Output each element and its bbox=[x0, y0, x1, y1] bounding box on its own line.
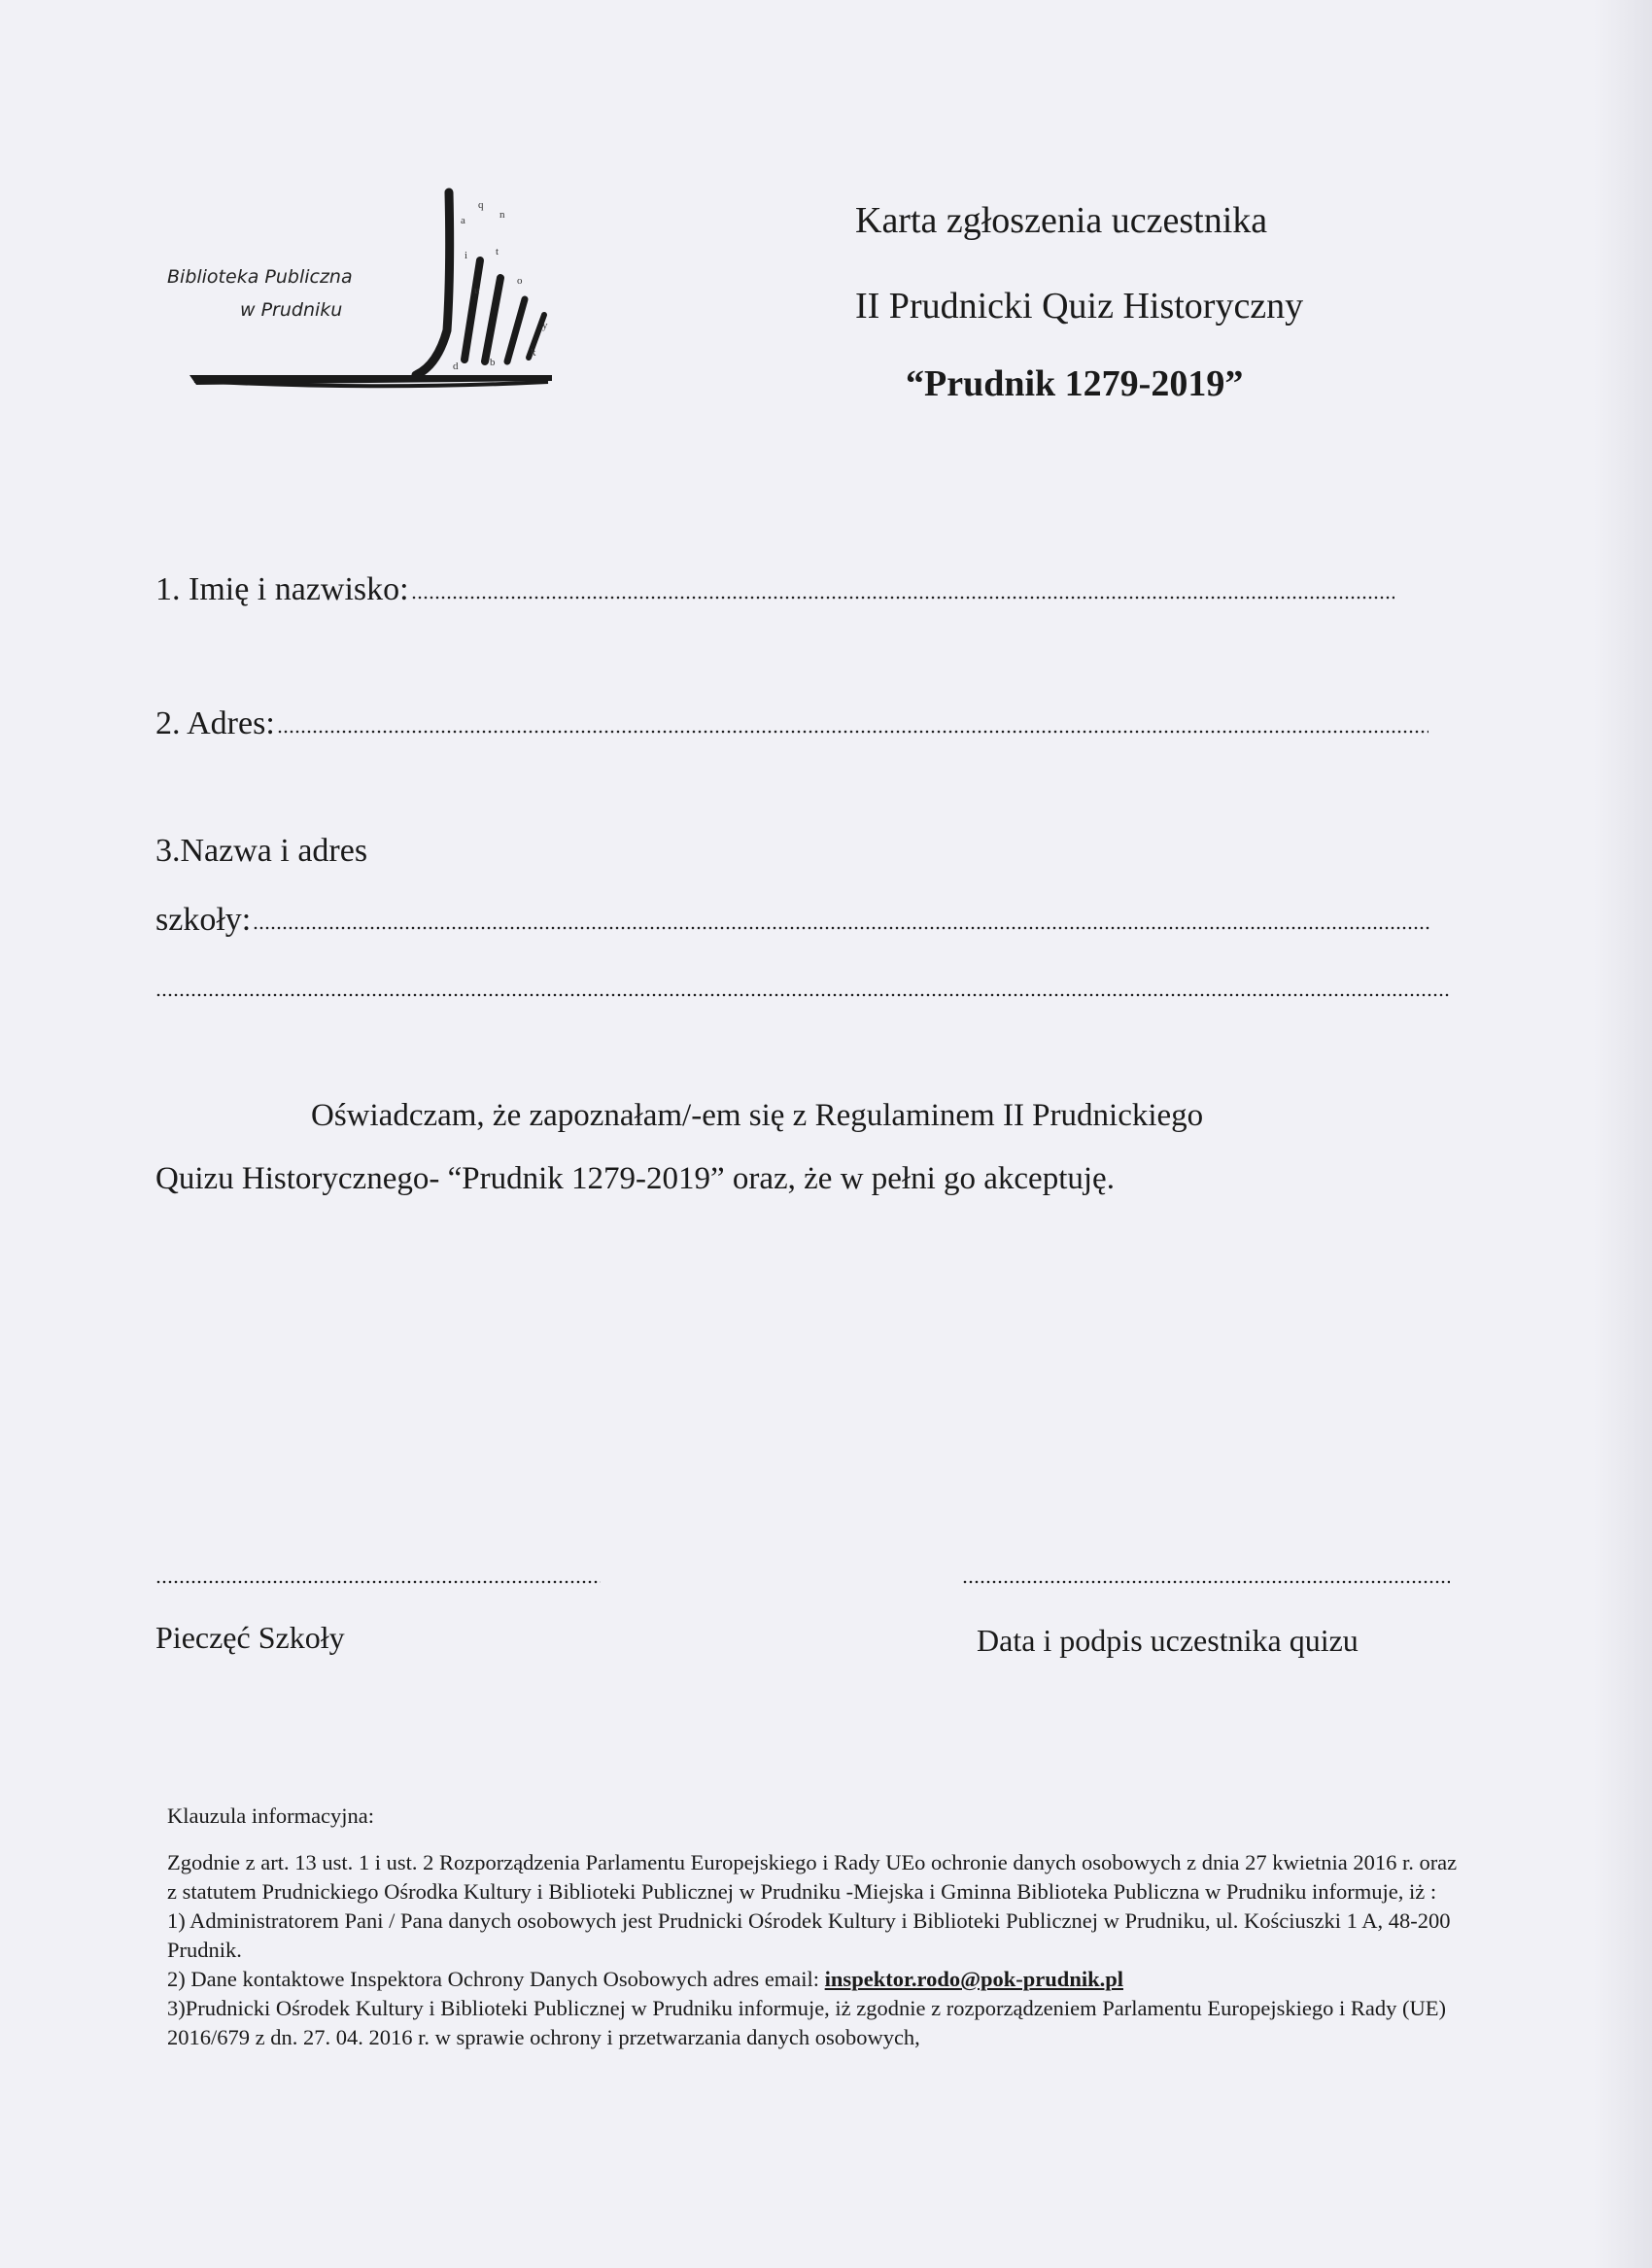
dpo-email-link[interactable]: inspektor.rodo@pok-prudnik.pl bbox=[824, 1967, 1123, 1991]
information-clause bbox=[167, 1802, 1469, 2052]
school-input-line[interactable] bbox=[253, 926, 1430, 930]
clause-item-1: 1) Administratorem Pani / Pana danych osobowych jest Prudnicki Ośrodek Kultury i Biblioteki Publicznej w Prudniku, ul. Kościuszki 1 A, 48-200 Prudnik. bbox=[167, 1908, 1451, 1962]
svg-text:u: u bbox=[474, 285, 480, 296]
school-label-line1: 3.Nazwa i adres bbox=[155, 833, 368, 869]
logo-text-line2: w Prudniku bbox=[240, 299, 343, 321]
logo-text-line1: Biblioteka Publiczna bbox=[167, 266, 353, 288]
address-field bbox=[155, 705, 1428, 742]
svg-text:y: y bbox=[542, 320, 548, 331]
school-label-line2: szkoły: bbox=[155, 902, 252, 938]
svg-text:t: t bbox=[496, 246, 499, 258]
clause-heading: Klauzula informacyjna: bbox=[167, 1804, 375, 1828]
svg-text:n: n bbox=[499, 209, 505, 221]
name-field bbox=[155, 571, 1394, 608]
svg-text:i: i bbox=[465, 250, 468, 261]
address-input-line[interactable] bbox=[277, 730, 1428, 734]
svg-text:a: a bbox=[461, 215, 465, 226]
form-title: Karta zgłoszenia uczestnika bbox=[855, 200, 1268, 241]
address-label: 2. Adres: bbox=[155, 705, 275, 741]
clause-item-2 bbox=[167, 1965, 1469, 1994]
participant-signature-line[interactable] bbox=[962, 1580, 1450, 1584]
svg-text:b: b bbox=[490, 357, 496, 368]
svg-text:o: o bbox=[517, 275, 523, 287]
clause-item-3: 3)Prudnicki Ośrodek Kultury i Biblioteki Publicznej w Prudniku informuje, iż zgodnie z rozporządzeniem Parlamentu Europejskiego i Rady (UE) 2016/679 z dn. 27. 04. 2016 r. w sprawie ochrony i przetwarzania danych osobowych, bbox=[167, 1996, 1446, 2049]
statement-line2: Quizu Historycznego- “Prudnik 1279-2019” oraz, że w pełni go akceptuję. bbox=[155, 1161, 1115, 1196]
clause-item-2-text: 2) Dane kontaktowe Inspektora Ochrony Danych Osobowych adres email: bbox=[167, 1967, 825, 1991]
name-label: 1. Imię i nazwisko: bbox=[155, 571, 409, 607]
participant-signature-label: Data i podpis uczestnika quizu bbox=[977, 1623, 1359, 1658]
school-label-row bbox=[155, 833, 367, 870]
svg-text:q: q bbox=[478, 199, 484, 211]
page-edge-shadow bbox=[1594, 0, 1652, 2268]
statement-line1: Oświadczam, że zapoznałam/-em się z Regulaminem II Prudnickiego bbox=[311, 1098, 1204, 1133]
name-input-line[interactable] bbox=[411, 596, 1394, 600]
clause-intro: Zgodnie z art. 13 ust. 1 i ust. 2 Rozporządzenia Parlamentu Europejskiego i Rady UEo ochronie danych osobowych z dnia 27 kwietnia 2016 r. oraz z statutem Prudnickiego Ośrodka Kultury i Biblioteki Publicznej w Prudniku -Miejska i Gminna Biblioteka Publiczna w Prudniku informuje, iż : bbox=[167, 1850, 1458, 1904]
library-logo bbox=[167, 185, 556, 398]
event-name: “Prudnik 1279-2019” bbox=[906, 363, 1244, 404]
school-stamp-label: Pieczęć Szkoły bbox=[155, 1620, 345, 1655]
quiz-name: II Prudnicki Quiz Historyczny bbox=[855, 286, 1304, 326]
svg-text:d: d bbox=[453, 361, 459, 372]
book-logo-icon bbox=[187, 185, 556, 398]
school-stamp-line[interactable] bbox=[155, 1580, 601, 1584]
svg-text:k: k bbox=[531, 347, 536, 359]
school-input-line-2[interactable] bbox=[155, 993, 1450, 997]
school-field bbox=[155, 902, 1430, 939]
